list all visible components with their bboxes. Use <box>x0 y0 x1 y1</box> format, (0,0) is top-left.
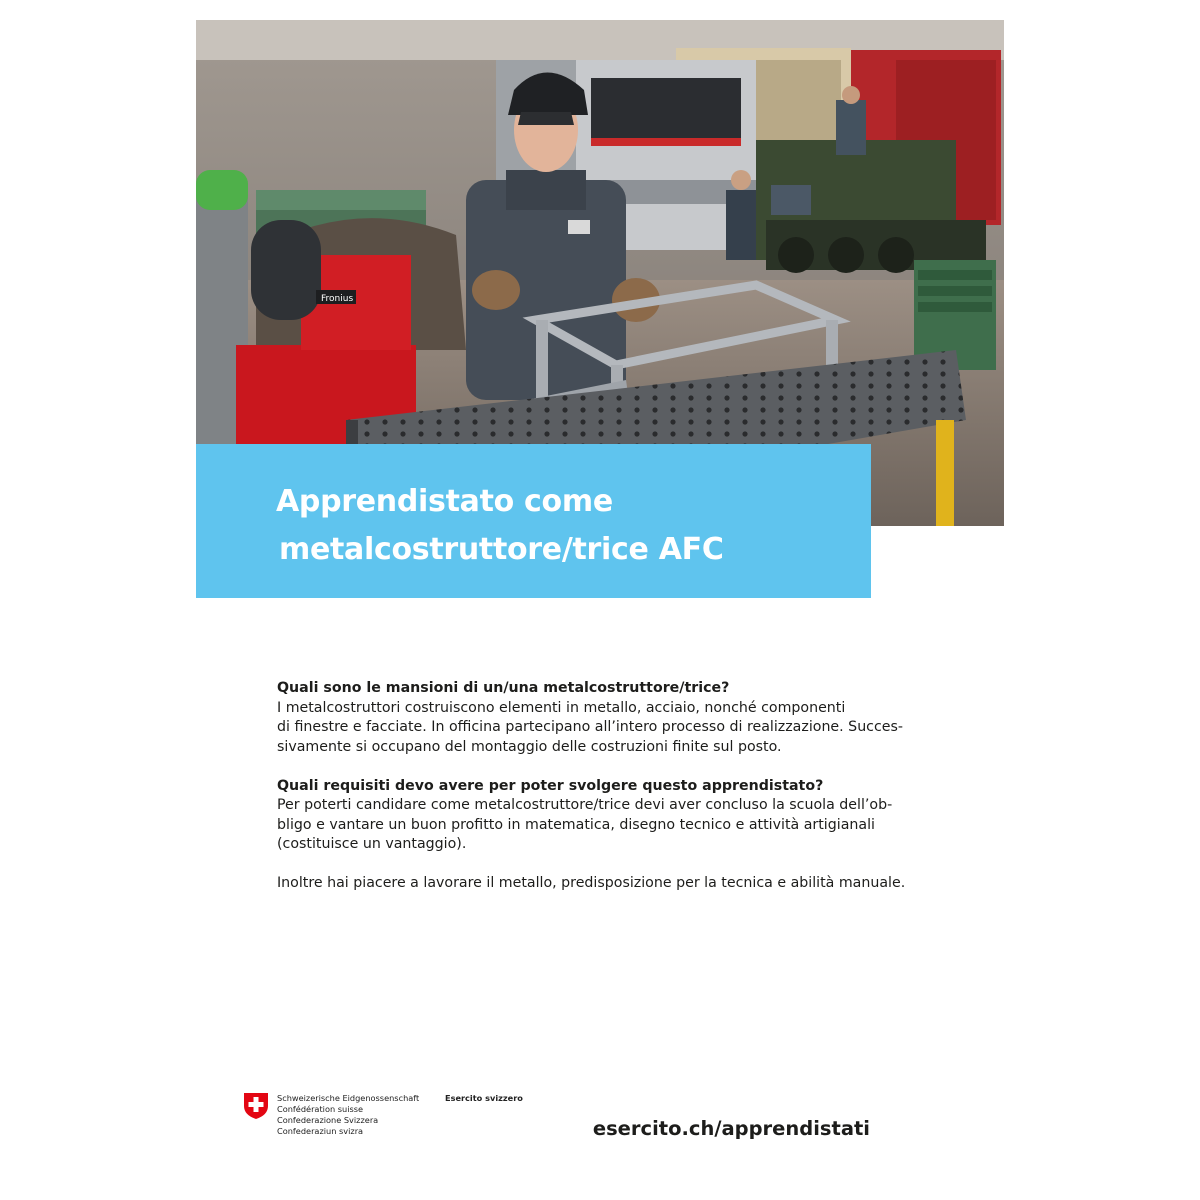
section-aptitude <box>277 874 906 894</box>
title-banner <box>196 444 871 598</box>
section-duties <box>277 679 904 757</box>
text-line: Per poterti candidare come metalcostruttore/trice devi aver concluso la scuola dell’ob- <box>277 797 893 813</box>
brand-label: Fronius <box>321 294 354 304</box>
text-line: I metalcostruttori costruiscono elementi in metallo, acciaio, nonché componenti <box>277 699 846 716</box>
title-line-1: Apprendistato come <box>276 484 613 519</box>
section-duties-text <box>277 699 904 758</box>
confederation-it: Confederazione Svizzera <box>277 1115 379 1125</box>
section-requirements <box>277 777 893 855</box>
confederation-names <box>277 1093 419 1137</box>
confederation-rm: Confederaziun svizra <box>277 1126 364 1136</box>
confederation-fr: Confédération suisse <box>277 1104 364 1114</box>
title-line-2: metalcostruttore/trice AFC <box>279 532 724 567</box>
section-duties-heading: Quali sono le mansioni di un/una metalcostruttore/trice? <box>277 680 730 696</box>
section-aptitude-text: Inoltre hai piacere a lavorare il metallo, predisposizione per la tecnica e abilità manuale. <box>277 875 906 891</box>
text-line: (costituisce un vantaggio). <box>277 836 467 852</box>
page-title <box>276 478 724 574</box>
department-name: Esercito svizzero <box>445 1093 523 1103</box>
website-link[interactable]: esercito.ch/apprendistati <box>592 1117 870 1140</box>
text-line: di finestre e facciate. In officina partecipano all’intero processo di realizzazione. Succes- <box>277 719 904 735</box>
text-line: bligo e vantare un buon profitto in matematica, disegno tecnico e attività artigianali <box>277 816 875 833</box>
text-line: sivamente si occupano del montaggio delle costruzioni finite sul posto. <box>277 738 782 755</box>
swiss-shield-icon <box>243 1092 269 1120</box>
body-content <box>277 679 906 913</box>
section-requirements-heading: Quali requisiti devo avere per poter svolgere questo apprendistato? <box>277 777 824 794</box>
confederation-de: Schweizerische Eidgenossenschaft <box>277 1093 420 1103</box>
section-requirements-text <box>277 796 893 855</box>
